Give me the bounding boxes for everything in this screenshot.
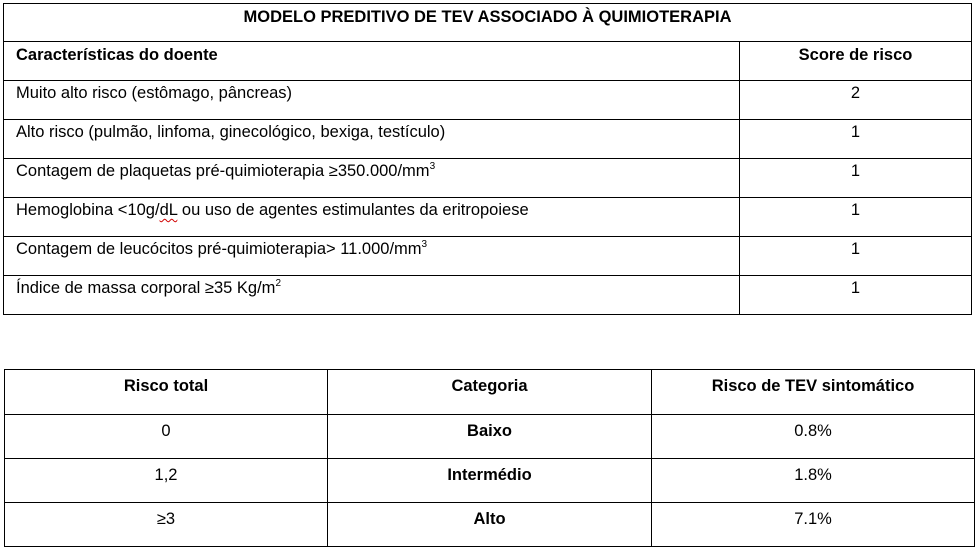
header-score: Score de risco [740,42,972,81]
characteristic-text: Hemoglobina <10g/ [16,201,160,219]
table-row [4,276,972,315]
category-cell: Alto [328,503,652,547]
symptomatic-risk-cell: 0.8% [652,415,975,459]
table-row [5,459,975,503]
table-row [4,237,972,276]
table-header-row [5,370,975,415]
risk-category-table [4,369,975,547]
table-row [4,159,972,198]
total-risk-cell: ≥3 [5,503,328,547]
characteristic-text: Contagem de plaquetas pré-quimioterapia ≥350.000/mm [16,162,430,180]
symptomatic-risk-cell: 7.1% [652,503,975,547]
score-cell: 1 [740,198,972,237]
score-cell: 1 [740,237,972,276]
header-total-risk: Risco total [5,370,328,415]
table-row [4,198,972,237]
characteristic-text: Contagem de leucócitos pré-quimioterapia> 11.000/mm [16,240,422,258]
total-risk-cell: 1,2 [5,459,328,503]
score-cell: 1 [740,159,972,198]
score-cell: 1 [740,120,972,159]
symptomatic-risk-cell: 1.8% [652,459,975,503]
characteristic-cell [4,159,740,198]
header-characteristics: Características do doente [4,42,740,81]
total-risk-cell: 0 [5,415,328,459]
characteristic-cell [4,237,740,276]
score-cell: 2 [740,81,972,120]
superscript: 3 [429,161,436,172]
characteristic-cell [4,198,740,237]
table-row [5,503,975,547]
risk-model-table [3,3,972,315]
category-cell: Baixo [328,415,652,459]
header-category: Categoria [328,370,652,415]
category-cell: Intermédio [328,459,652,503]
characteristic-cell: Alto risco (pulmão, linfoma, ginecológico, bexiga, testículo) [4,120,740,159]
characteristic-cell [4,276,740,315]
table-row [4,81,972,120]
superscript: 2 [275,278,281,289]
characteristic-text: ou uso de agentes estimulantes da eritropoiese [177,201,529,219]
characteristic-text: Índice de massa corporal ≥35 Kg/m [16,279,276,297]
table-row [5,415,975,459]
header-symptomatic-risk: Risco de TEV sintomático [652,370,975,415]
table-header-row [4,42,972,81]
table-row [4,120,972,159]
score-cell: 1 [740,276,972,315]
table-title: MODELO PREDITIVO DE TEV ASSOCIADO À QUIMIOTERAPIA [4,4,972,42]
superscript: 3 [421,239,428,250]
characteristic-cell: Muito alto risco (estômago, pâncreas) [4,81,740,120]
spellcheck-marked-word: dL [159,201,178,219]
